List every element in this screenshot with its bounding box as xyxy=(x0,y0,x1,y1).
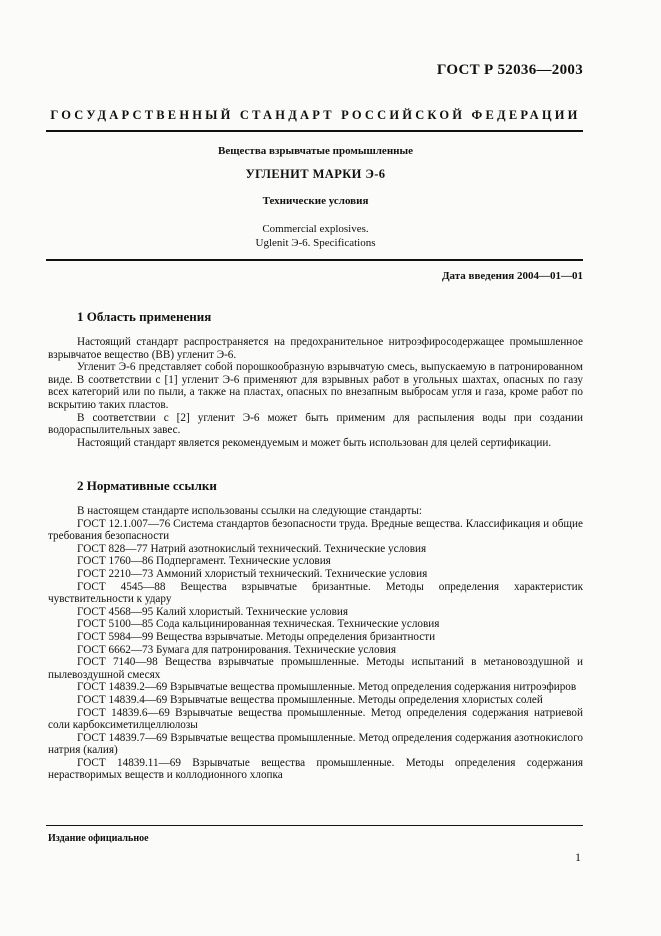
reference-item: ГОСТ 6662—73 Бумага для патронирования. Технические условия xyxy=(77,643,396,656)
document-number: ГОСТ Р 52036—2003 xyxy=(436,62,583,78)
top-rule xyxy=(46,130,583,132)
official-edition-label: Издание официальное xyxy=(48,833,149,844)
reference-item: ГОСТ 2210—73 Аммоний хлористый технический. Технические условия xyxy=(77,567,428,580)
reference-item: ГОСТ 12.1.007—76 Система стандартов безопасности труда. Вредные вещества. Классификация и общие требования безопасности xyxy=(48,517,583,543)
reference-item: ГОСТ 14839.11—69 Взрывчатые вещества промышленные. Методы определения содержания нерастворимых веществ и коллодионного хлопка xyxy=(48,756,583,782)
main-title: УГЛЕНИТ МАРКИ Э-6 xyxy=(245,167,386,181)
reference-item: ГОСТ 5100—85 Сода кальцинированная техническая. Технические условия xyxy=(77,618,440,631)
subtitle: Технические условия xyxy=(262,195,369,207)
reference-item: ГОСТ 14839.4—69 Взрывчатые вещества промышленные. Методы определения хлористых солей xyxy=(77,693,543,706)
references-intro: В настоящем стандарте использованы ссылки на следующие стандарты: xyxy=(77,505,422,517)
state-standard-heading: ГОСУДАРСТВЕННЫЙ СТАНДАРТ РОССИЙСКОЙ ФЕДЕРАЦИИ xyxy=(50,108,581,122)
reference-item: ГОСТ 1760—86 Подпергамент. Технические условия xyxy=(77,555,331,568)
section-2-body xyxy=(48,505,583,782)
section-1-heading: 1 Область применения xyxy=(77,309,212,324)
paragraph: В соответствии с [2] угленит Э-6 может быть применим для распыления воды при создании водораспылительных завес. xyxy=(48,411,583,437)
page-number: 1 xyxy=(575,850,581,864)
subject-line: Вещества взрывчатые промышленные xyxy=(218,145,413,157)
reference-item: ГОСТ 828—77 Натрий азотнокислый технический. Технические условия xyxy=(77,542,427,555)
section-2-heading: 2 Нормативные ссылки xyxy=(77,478,217,493)
reference-item: ГОСТ 4568—95 Калий хлористый. Технические условия xyxy=(77,605,349,618)
reference-item: ГОСТ 14839.6—69 Взрывчатые вещества промышленные. Метод определения содержания натриевой соли карбоксиметилцеллюлозы xyxy=(48,706,583,732)
section-1-body xyxy=(48,336,583,449)
reference-item: ГОСТ 4545—88 Вещества взрывчатые бризантные. Методы определения характеристик чувствительности к удару xyxy=(48,580,583,606)
introduction-date: Дата введения 2004—01—01 xyxy=(441,270,583,282)
footer-rule xyxy=(46,825,583,826)
english-title-line-2: Uglenit Э-6. Specifications xyxy=(255,237,376,249)
reference-item: ГОСТ 14839.2—69 Взрывчатые вещества промышленные. Метод определения содержания нитроэфиров xyxy=(77,681,577,694)
paragraph: Угленит Э-6 представляет собой порошкообразную взрывчатую смесь, выпускаемую в патронированном виде. В соответствии с [1] угленит Э-6 применяют для взрывных работ в угольных шахтах, опасных по газу всех категорий или по пыли, а также на пластах, опасных по внезапным выбросам угля и газа, кроме работ по вскрытию таких пластов. xyxy=(48,361,583,411)
reference-item: ГОСТ 5984—99 Вещества взрывчатые. Методы определения бризантности xyxy=(77,630,436,643)
paragraph: Настоящий стандарт является рекомендуемым и может быть использован для целей сертификации. xyxy=(77,436,552,449)
title-rule xyxy=(46,259,583,261)
reference-item: ГОСТ 7140—98 Вещества взрывчатые промышленные. Методы испытаний в метановоздушной и пылевоздушной смесях xyxy=(48,656,583,681)
paragraph: Настоящий стандарт распространяется на предохранительное нитроэфиросодержащее промышленное взрывчатое вещество (ВВ) угленит Э-6. xyxy=(48,336,583,361)
reference-item: ГОСТ 14839.7—69 Взрывчатые вещества промышленные. Метод определения содержания азотнокислого натрия (калия) xyxy=(48,731,583,757)
english-title xyxy=(48,222,583,250)
english-title-line-1: Commercial explosives. xyxy=(262,223,369,235)
